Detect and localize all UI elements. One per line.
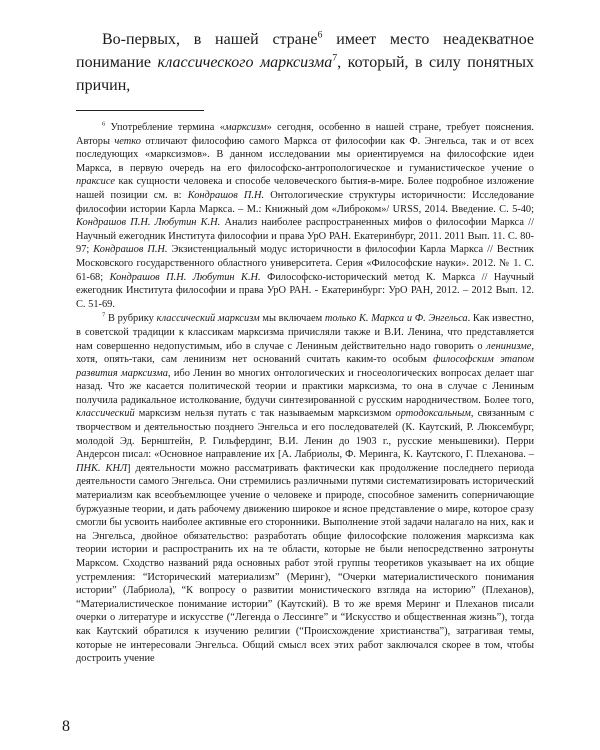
footnote-text: Анализ наиболее распространенных мифов о философии Маркса // Научный ежегодник Института философии и права УрО РАН. Екатеринбург, 2011. 2011 Вып. 11. С. 80-97;	[76, 217, 534, 256]
footnote-text: » сегодня, особенно в нашей стране, требует пояснения. Авторы	[76, 122, 534, 147]
main-paragraph	[76, 28, 534, 97]
footnote-text: , хотя, опять-таки, сам ленинизм нет оснований считать каким-то особым	[76, 340, 534, 366]
main-text-segment: имеет место неадекватное понимание	[76, 31, 535, 71]
footnote-italic: ПНК. КНЛ	[76, 462, 128, 474]
footnote-number: 6	[102, 120, 106, 128]
footnote-author: Кондрашов П.Н. Любутин К.Н.	[109, 271, 261, 283]
footnote-author: Кондрашов П.Н.	[187, 189, 265, 201]
footnote-italic: классический	[76, 408, 135, 420]
footnote-text: Употребление термина «	[105, 122, 225, 133]
footnote-ref-7[interactable]: 7	[332, 52, 338, 64]
page-number: 8	[62, 718, 70, 735]
footnote-italic: ортодоксальным	[395, 408, 471, 420]
footnote-italic: классический марксизм	[156, 313, 260, 325]
main-text-segment: Во-первых, в нашей стране	[102, 31, 318, 48]
footnote-ref-6[interactable]: 6	[317, 29, 323, 41]
footnote-number: 7	[102, 311, 106, 319]
footnote-text: Философско-исторический метод К. Маркса // Научный ежегодник Института философии и права УрО РАН. - Екатеринбург: УрО РАН, 2012. – 2012 Вып. 12. С. 51-69.	[76, 271, 534, 310]
footnote-text: отличают философию самого Маркса от философии как Ф. Энгельса, так и от всех последующих «марксизмов». В данном исследовании мы ориентируемся на философские идеи Маркса, в первую очередь на его философско-антропологическое и гуманистическое учение о	[76, 135, 534, 174]
page-body	[76, 28, 534, 666]
footnote-text: , связанным с творчеством и деятельностью позднего Энгельса и его последователей (К. Каутский, Р. Люксембург, молодой Эд. Бернштейн, Р. Гильфердинг, В.И. Ленин до 1903 г., русские меньшевики). Перри Андерсон писал: «Основное направление их [А. Лабриолы, Ф. Меринга, К. Каутского, Г. Плеханова. –	[76, 408, 534, 461]
main-text-segment: , который, в силу понятных причин,	[76, 54, 534, 94]
footnote-text: марксизм нельзя путать с так называемым марксизмом	[134, 408, 396, 420]
footnote-7	[76, 312, 534, 665]
footnote-text: . Как известно, в советской традиции к классикам марксизма причисляли также и В.И. Ленина, что представляется нам совершенно недопустимым, ибо в случае с Лениным действительно надо говорить о	[76, 313, 534, 352]
footnote-text: ] деятельности можно рассматривать фактически как продолжение последнего периода деятельности самого Энгельса. Они стремились различными путями систематизировать исторический материализм как всеобъемлющее учение о человеке и природе, способное заменить соперничающие буржуазные теории, и дать рабочему движению широкое и ясное представление о мире, которое сразу смогли бы усвоить наиболее активные его сторонники. Выполнение этой задачи налагало на них, как и на Энгельса, двойное обязательство: разработать общие философские положения марксизма как теории истории и распространить их на те области, которые не были непосредственно затронуты Марксом. Сходство названий ряда основных работ этой группы теоретиков указывает на их общие устремления: “Исторический материализм” (Меринг), “Очерки материалистического понимания истории” (Лабриола), “К вопросу о развитии монистического взгляда на историю” (Плеханов), “Материалистическое понимание истории” (Каутский). В то же время Меринг и Плеханов писали очерки о литературе и искусстве (“Легенда о Лессинге” и “Искусство и общественная жизнь”), тогда как Каутский обратился к изучению религии (“Происхождение христианства”), затрагивая темы, которые не интересовали Энгельса. Общий смысл всех этих работ заключался скорее в том, чтобы достроить учение	[76, 462, 535, 665]
footnote-text: мы включаем	[259, 313, 325, 325]
footnote-text: как сущности человека и способе человеческого бытия-в-мире. Более подробное изложение нашей позиции см. в:	[76, 176, 534, 201]
footnote-italic: четко	[114, 135, 141, 147]
main-text-italic: классического марксизма	[157, 54, 333, 71]
footnote-divider	[76, 110, 204, 111]
footnote-text: , ибо Ленин во многих онтологических и гносеологических вопросах делает шаг назад. Что же касается политической теории и практики марксизма, то она в случае с Лениным получила радикальное истолкование, будучи синтезированной с русским народничеством. Более того,	[76, 367, 534, 406]
footnote-text: В рубрику	[105, 313, 157, 325]
footnote-italic: только К. Маркса и Ф. Энгельса	[324, 313, 468, 325]
footnote-author: Кондрашов П.Н.	[93, 244, 168, 256]
footnote-italic: философским этапом развития марксизма	[76, 354, 534, 379]
footnote-author: Кондрашов П.Н. Любутин К.Н.	[76, 217, 221, 229]
footnote-italic: ленинизме	[486, 340, 532, 352]
footnote-italic: праксисе	[76, 176, 115, 188]
footnote-6	[76, 121, 534, 311]
footnote-italic: марксизм	[224, 122, 267, 133]
footnote-text: Экзистенциальный модус историчности в философии Карла Маркса // Вестник Московского государственного областного университета. Серия «Философские науки». 2012. № 1. С. 61-68;	[76, 244, 534, 283]
footnote-text: Онтологические структуры историчности: Исследование философии истории Карла Маркса. – М.: Книжный дом «Либроком»/ URSS, 2014. Введение. С. 5-40;	[76, 189, 534, 215]
